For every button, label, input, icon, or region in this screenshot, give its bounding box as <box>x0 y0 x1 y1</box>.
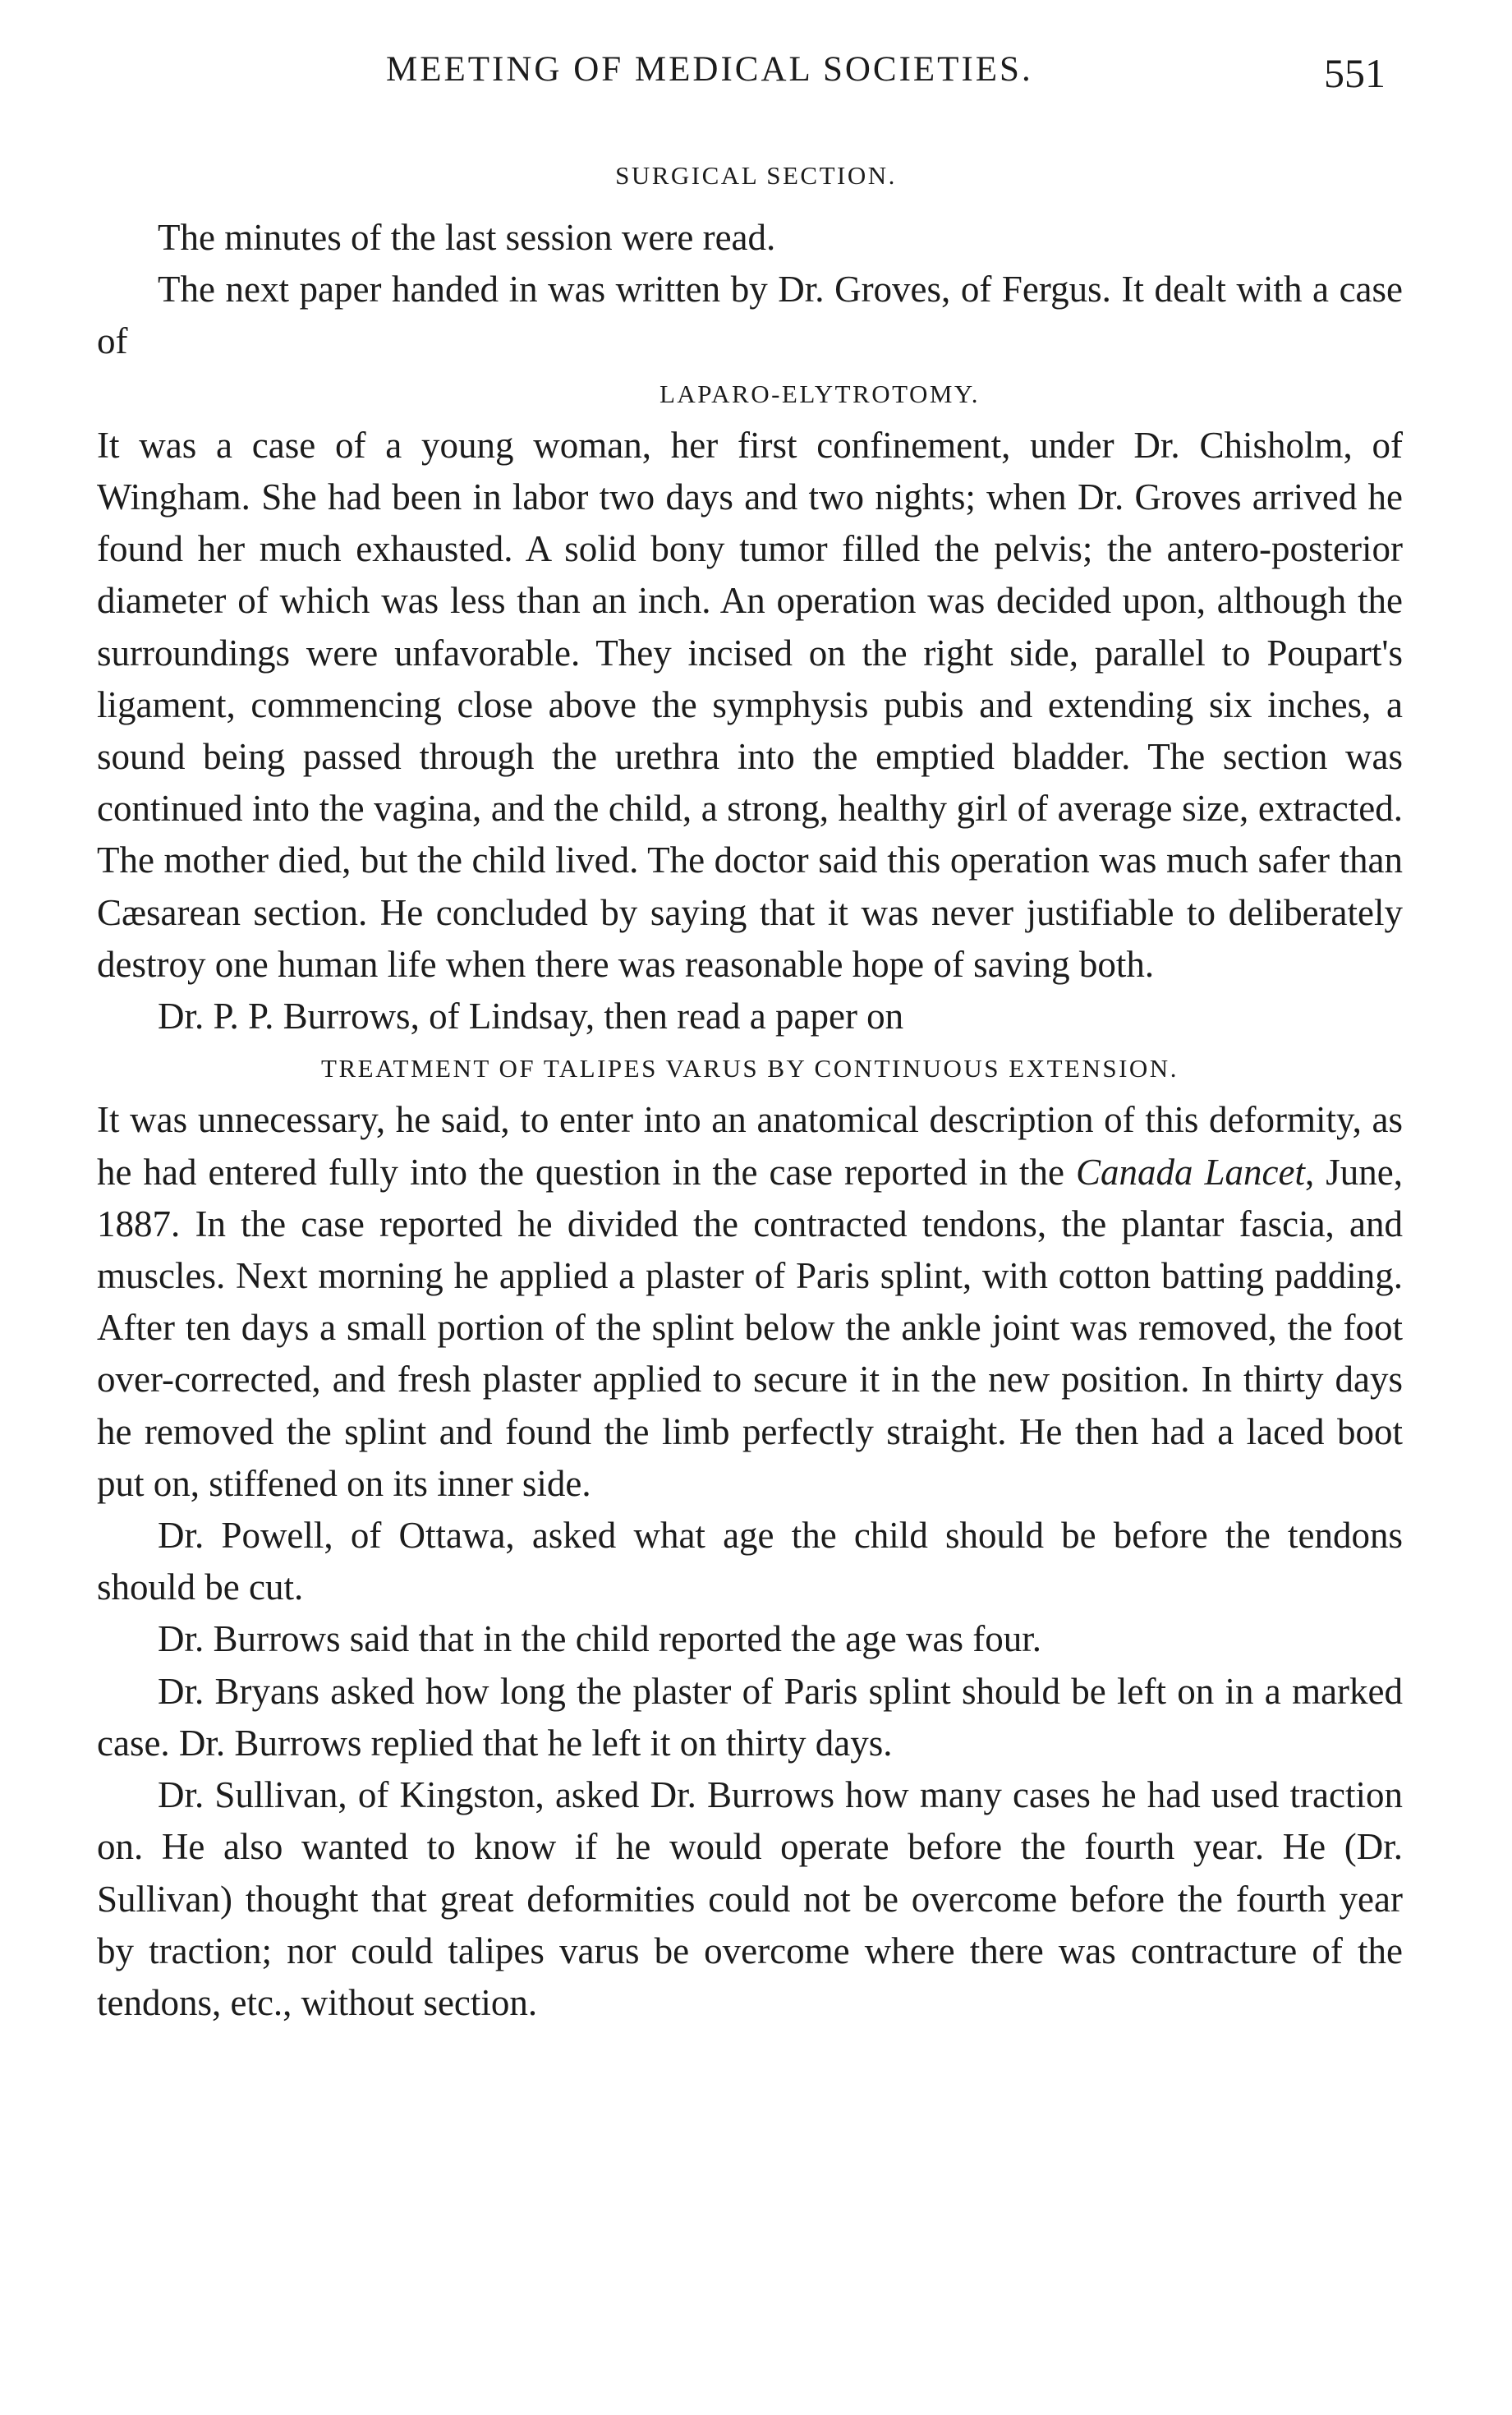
body-text <box>97 212 1403 2029</box>
paragraph-sullivan-question: Dr. Sullivan, of Kingston, asked Dr. Burrows how many cases he had used traction on. He also wanted to know if he would operate before the fourth year. He (Dr. Sullivan) thought that great deformities could not be overcome before the fourth year by traction; nor could talipes varus be overcome where there was contracture of the tendons, etc., without section. <box>97 1774 1403 2023</box>
paragraph-burrows-intro: Dr. P. P. Burrows, of Lindsay, then read a paper on <box>158 996 904 1037</box>
subheading-talipes-varus: TREATMENT OF TALIPES VARUS BY CONTINUOUS EXTENSION. <box>321 1054 1179 1083</box>
paragraph-powell-question: Dr. Powell, of Ottawa, asked what age the child should be before the tendons should be cut. <box>97 1515 1403 1608</box>
section-heading: SURGICAL SECTION. <box>615 161 897 190</box>
paragraph-case-report: It was a case of a young woman, her first confinement, under Dr. Chisholm, of Wingham. She had been in labor two days and two nights; when Dr. Groves arrived he found her much exhausted. A solid bony tumor filled the pelvis; the antero-posterior diameter of which was less than an inch. An operation was decided upon, although the surroundings were unfavorable. They incised on the right side, parallel to Poupart's ligament, commencing close above the symphysis pubis and extending six inches, a sound being passed through the urethra into the emptied bladder. The section was continued into the vagina, and the child, a strong, healthy girl of average size, extracted. The mother died, but the child lived. The doctor said this operation was much safer than Cæsarean section. He concluded by saying that it was never justifiable to deliberately destroy one human life when there was reasonable hope of saving both. <box>97 424 1403 985</box>
paragraph-minutes: The minutes of the last session were read. <box>158 217 776 258</box>
paragraph-groves-intro: The next paper handed in was written by Dr. Groves, of Fergus. It dealt with a case of <box>97 269 1403 362</box>
paragraph-burrows-paper <box>97 1094 1403 1510</box>
paragraph-burrows-text-start: It was unnecessary, he said, to enter into an anatomical description of this deformity, as he had entered fully into the question in the case reported in the <box>97 1099 1403 1193</box>
paragraph-bryans-question: Dr. Bryans asked how long the plaster of Paris splint should be left on in a marked case. Dr. Burrows replied that he left it on thirty days. <box>97 1670 1403 1764</box>
journal-title: Canada Lancet <box>1075 1151 1305 1193</box>
paragraph-burrows-answer: Dr. Burrows said that in the child reported the age was four. <box>158 1618 1041 1660</box>
paragraph-burrows-text-end: , June, 1887. In the case reported he divided the contracted tendons, the plantar fascia, and muscles. Next morning he applied a plaster of Paris splint, with cotton batting padding. After ten days a small portion of the splint below the ankle joint was removed, the foot over-corrected, and fresh plaster applied to secure it in the new position. In thirty days he removed the splint and found the limb perfectly straight. He then had a laced boot put on, stiffened on its inner side. <box>97 1151 1403 1504</box>
subheading-laparo-elytrotomy: LAPARO-ELYTROTOMY. <box>659 379 981 408</box>
page-number: 551 <box>1324 50 1386 96</box>
running-title: MEETING OF MEDICAL SOCIETIES. <box>386 50 1033 89</box>
